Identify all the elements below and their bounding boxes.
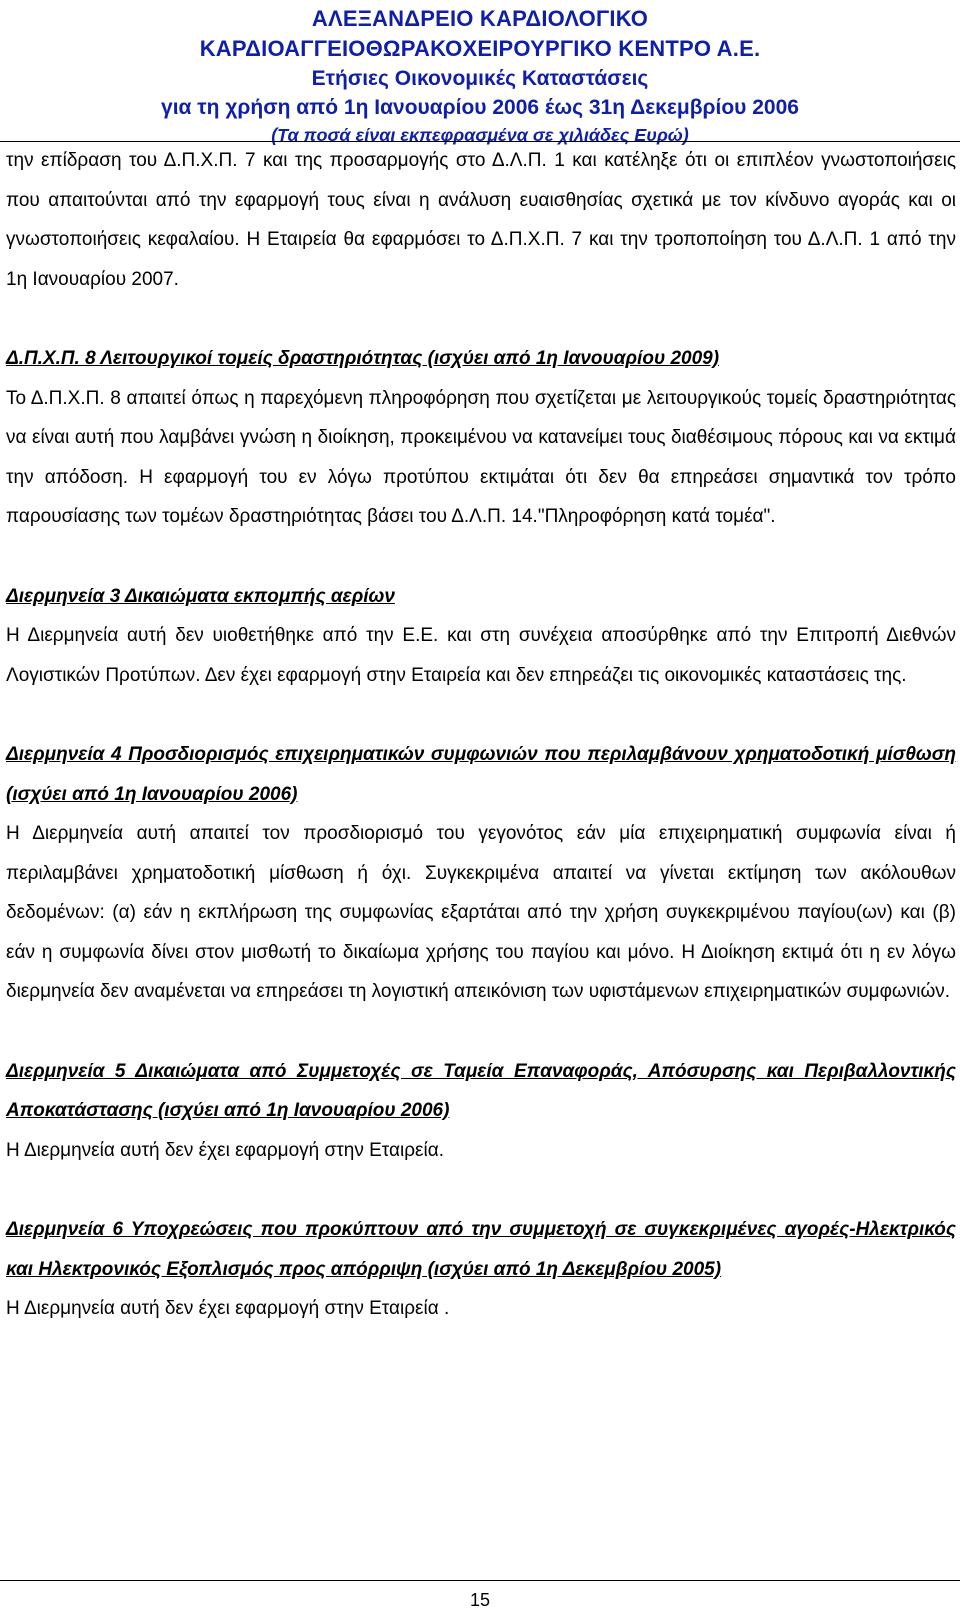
company-name-line2: ΚΑΡΔΙΟΑΓΓΕΙΟΘΩΡΑΚΟΧΕΙΡΟΥΡΓΙΚΟ ΚΕΝΤΡΟ Α.Ε. [199, 36, 761, 61]
section-body-ifrs8: Το Δ.Π.Χ.Π. 8 απαιτεί όπως η παρεχόμενη πληροφόρηση που σχετίζεται με λειτουργικούς τομείς δραστηριότητας να είναι αυτή που λαμβάνει γνώση η διοίκηση, προκειμένου να κατανείμει τους διαθέσιμους πόρους και να εκτιμά την απόδοση. Η εφαρμογή του εν λόγω προτύπου εκτιμάται ότι δεν θα επηρεάσει σημαντικά τον τρόπο παρουσίασης των τομέων δραστηριότητας βάσει του Δ.Λ.Π. 14."Πληροφόρηση κατά τομέα". [6, 387, 956, 528]
spacer [6, 695, 956, 735]
section-title-int4-text: Διερμηνεία 4 Προσδιορισμός επιχειρηματικών συμφωνιών που περιλαμβάνουν χρηματοδοτική μίσθωση [6, 743, 956, 765]
section-title-int6-suffix: (ισχύει από 1η Δεκεμβρίου 2005) [422, 1258, 722, 1280]
section-title-int5-suffix: (ισχύει από 1η Ιανουαρίου 2006) [152, 1100, 450, 1122]
section-title-int3-text: Διερμηνεία 3 Δικαιώματα εκπομπής αερίων [6, 585, 395, 607]
section-title-int4-suffix: (ισχύει από 1η Ιανουαρίου 2006) [6, 783, 298, 805]
section-title-ifrs8 [6, 339, 956, 379]
footer-divider [0, 1580, 960, 1581]
intro-paragraph: την επίδραση του Δ.Π.Χ.Π. 7 και της προσαρμογής στο Δ.Λ.Π. 1 και κατέληξε ότι οι επιπλέον γνωστοποιήσεις που απαιτούνται από την εφαρμογή τους είναι η ανάλυση ευαισθησίας σχετικά με τον κίνδυνο αγοράς και οι γνωστοποιήσεις κεφαλαίου. Η Εταιρεία θα εφαρμόσει το Δ.Π.Χ.Π. 7 και την τροποποίηση του Δ.Λ.Π. 1 από την 1η Ιανουαρίου 2007. [6, 150, 956, 290]
section-body-int4: Η Διερμηνεία αυτή απαιτεί τον προσδιορισμό του γεγονότος εάν μία επιχειρηματική συμφωνία είναι ή περιλαμβάνει χρηματοδοτική μίσθωση ή όχι. Συγκεκριμένα απαιτεί να γίνεται εκτίμηση των ακόλουθων δεδομένων: (α) εάν η εκπλήρωση της συμφωνίας εξαρτάται από την χρήση συγκεκριμένου παγίου(ων) και (β) εάν η συμφωνία δίνει στον μισθωτή το δικαίωμα χρήσης του παγίου και μόνο. Η Διοίκηση εκτιμά ότι η εν λόγω διερμηνεία δεν αναμένεται να επηρεάσει τη λογιστική απεικόνιση των υφιστάμενων επιχειρηματικών συμφωνιών. [6, 823, 956, 1003]
page-body [6, 141, 956, 1329]
company-name-line1: ΑΛΕΞΑΝΔΡΕΙΟ ΚΑΡΔΙΟΛΟΓΙΚΟ [311, 6, 649, 31]
report-title: Ετήσιες Οικονομικές Καταστάσεις [311, 67, 649, 90]
currency-note: (Τα ποσά είναι εκπεφρασμένα σε χιλιάδες Ευρώ) [271, 125, 689, 145]
section-title-int5-text: Διερμηνεία 5 Δικαιώματα από Συμμετοχές σε Ταμεία Επαναφοράς, Απόσυρσης και Περιβαλλοντικής Αποκατάστασης [6, 1060, 956, 1122]
section-body-int3: Η Διερμηνεία αυτή δεν υιοθετήθηκε από την Ε.Ε. και στη συνέχεια αποσύρθηκε από την Επιτροπή Διεθνών Λογιστικών Προτύπων. Δεν έχει εφαρμογή στην Εταιρεία και δεν επηρεάζει τις οικονομικές καταστάσεις της. [6, 625, 956, 686]
section-title-int4 [6, 735, 956, 814]
section-title-int6 [6, 1210, 956, 1289]
page-number: 15 [469, 1590, 491, 1610]
section-body-int6: Η Διερμηνεία αυτή δεν έχει εφαρμογή στην Εταιρεία . [6, 1298, 450, 1320]
document-header [0, 4, 960, 148]
spacer [6, 1012, 956, 1052]
section-title-ifrs8-text: Δ.Π.Χ.Π. 8 Λειτουργικοί τομείς δραστηριότητας (ισχύει από 1η Ιανουαρίου 2009) [6, 347, 720, 369]
spacer [6, 299, 956, 339]
section-title-int5 [6, 1052, 956, 1131]
section-title-int3 [6, 577, 956, 617]
section-title-int6-text: Διερμηνεία 6 Υποχρεώσεις που προκύπτουν από την συμμετοχή σε συγκεκριμένες αγορές-Ηλεκτρικός και Ηλεκτρονικός Εξοπλισμός προς απόρριψη [6, 1219, 956, 1280]
spacer [6, 537, 956, 577]
spacer [6, 1170, 956, 1210]
section-body-int5: Η Διερμηνεία αυτή δεν έχει εφαρμογή στην Εταιρεία. [6, 1139, 444, 1161]
report-period: για τη χρήση από 1η Ιανουαρίου 2006 έως 31η Δεκεμβρίου 2006 [161, 96, 799, 119]
